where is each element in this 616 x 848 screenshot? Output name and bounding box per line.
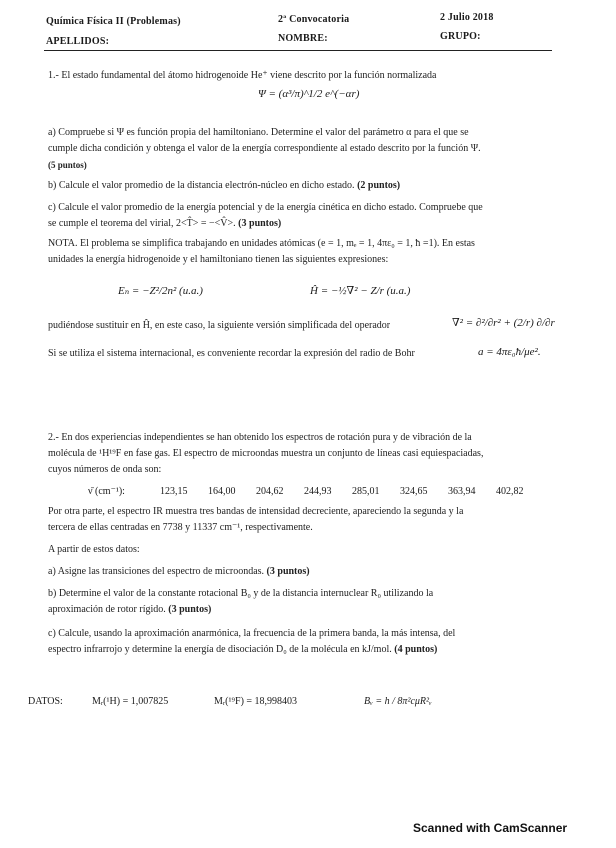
nota-line1: NOTA. El problema se simplifica trabajando en unidades atómicas (e = 1, mₑ = 1, 4πε₀ = 1, ħ =1). En estas [48,238,475,249]
problem2-intro-line2: molécula de ¹H¹⁹F en fase gas. El espectro de microondas muestra un conjunto de líneas casi equiespaciadas, [48,448,484,459]
problem1-part-c-line1: c) Calcule el valor promedio de la energía potencial y de la energía cinética en dicho estado. Compruebe que [48,202,483,213]
wavenumber-value: 324,65 [400,486,428,497]
subject-title: Química Física II (Problemas) [46,16,181,27]
wavenumber-value: 285,01 [352,486,380,497]
problem2-part-c-text: espectro infrarrojo y determine la energía de disociación D₀ de la molécula en kJ/mol. [48,644,392,655]
problem1-intro: 1.- El estado fundamental del átomo hidrogenoide He⁺ viene descrito por la función normalizada [48,70,437,81]
mass-h: Mᵣ(¹H) = 1,007825 [92,696,169,707]
problem2-part-c-line1: c) Calcule, usando la aproximación anarmónica, la frecuencia de la primera banda, la más intensa, del [48,628,456,639]
datos-label: DATOS: [28,696,63,707]
problem2-intro-line3: cuyos números de onda son: [48,464,162,475]
problem2-part-a-text: a) Asigne las transiciones del espectro de microondas. [48,566,265,577]
group-label: GRUPO: [440,31,481,42]
problem2-part-b-points: (3 puntos) [168,604,212,615]
surnames-label: APELLIDOS: [46,36,110,47]
bv-formula: Bᵥ = h / 8π²cμR²ᵥ [364,696,432,707]
laplacian-formula: ∇² = ∂²/∂r² + (2/r) ∂/∂r [452,317,555,329]
problem1-part-a-line1: a) Compruebe si Ψ es función propia del hamiltoniano. Determine el valor del parámetro α para el que se [48,127,469,138]
ir-line2: tercera de ellas centradas en 7738 y 11337 cm⁻¹, respectivamente. [48,522,313,533]
wavenumber-value: 123,15 [160,486,188,497]
wavefunction-formula [258,88,359,100]
mass-f: Mᵣ(¹⁹F) = 18,998403 [214,696,298,707]
exam-date: 2 Julio 2018 [440,12,494,23]
ir-line1: Por otra parte, el espectro IR muestra tres bandas de intensidad decreciente, apareciendo la segunda y la [48,506,464,517]
wavenumber-value: 363,94 [448,486,476,497]
wavenumber-value: 164,00 [208,486,236,497]
wavenumber-label: ν̄ (cm⁻¹): [88,486,125,497]
problem2-part-b-line1: b) Determine el valor de la constante rotacional B₀ y de la distancia internuclear R₀ utilizando la [48,588,434,599]
problem1-part-b-text: b) Calcule el valor promedio de la distancia electrón-núcleo en dicho estado. [48,180,355,191]
problem1-part-a-line2: cumple dicha condición y obtenga el valor de la energía correspondiente al estado descrito por la función Ψ. [48,143,481,154]
camscanner-watermark: Scanned with CamScanner [413,821,568,835]
wavefunction-text: Ψ = (α³/π)^1/2 e^(−αr) [258,88,360,100]
problem2-part-a-points: (3 puntos) [266,566,310,577]
problem1-part-c-line2 [48,216,281,232]
problem1-part-c-text: se cumple el teorema del virial, 2<T̂> = −<V̂>. [48,218,236,229]
wavenumber-value: 244,93 [304,486,332,497]
problem1-part-a-points: (5 puntos) [48,160,87,170]
header-rule [44,50,552,51]
bohr-formula: a = 4πε₀ħ/μe². [478,346,541,358]
energy-formula: Eₙ = −Z²/2n² (u.a.) [118,285,203,297]
wavenumber-value: 204,62 [256,486,284,497]
bohr-text: Si se utiliza el sistema internacional, es conveniente recordar la expresión del radio de Bohr [48,348,415,359]
hamiltonian-formula: Ĥ = −½∇² − Z/r (u.a.) [310,285,411,297]
nota-line2: unidades la energía hidrogenoide y el hamiltoniano tienen las siguientes expresiones: [48,254,389,265]
problem1-part-c-points: (3 puntos) [238,218,282,229]
from-data-text: A partir de estos datos: [48,544,140,555]
session-label: 2ª Convocatoria [278,14,350,25]
problem1-part-b-points: (2 puntos) [357,180,401,191]
problem2-intro-line1: 2.- En dos experiencias independientes se han obtenido los espectros de rotación pura y de vibración de la [48,432,472,443]
wavenumber-value: 402,82 [496,486,524,497]
problem2-part-b-line2 [48,602,211,618]
problem2-part-b-text: aproximación de rotor rígido. [48,604,166,615]
operator-text: pudiéndose sustituir en Ĥ, en este caso, la siguiente versión simplificada del operador [48,320,391,331]
problem2-part-a [48,564,310,580]
problem2-part-c-line2 [48,642,437,658]
problem1-part-b [48,178,400,194]
problem2-part-c-points: (4 puntos) [394,644,438,655]
name-label: NOMBRE: [278,33,328,44]
